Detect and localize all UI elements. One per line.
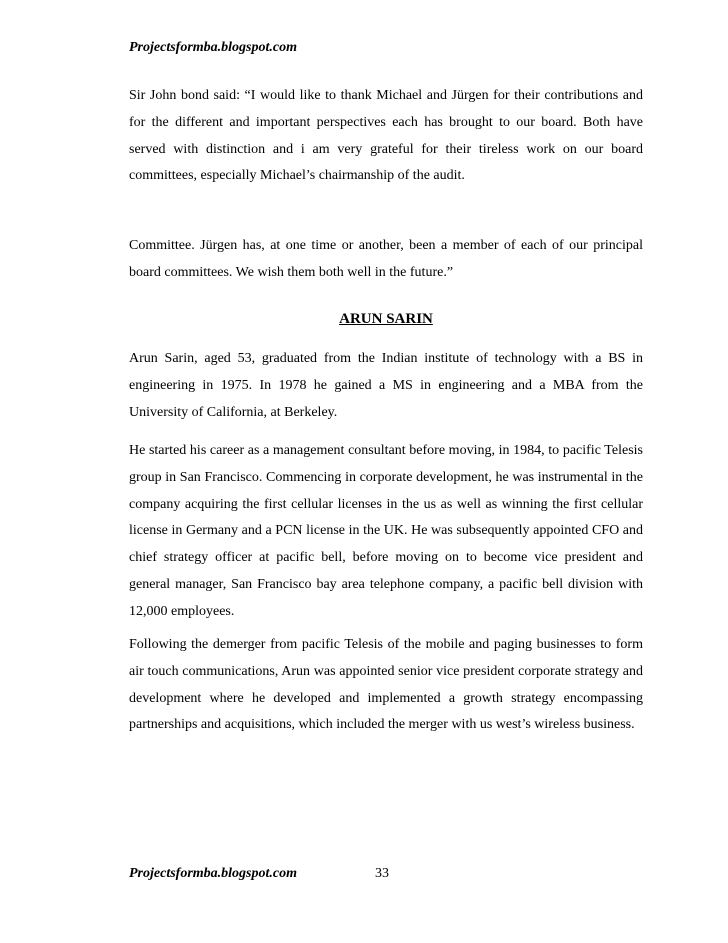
- bio-paragraph-3: Following the demerger from pacific Telesis of the mobile and paging businesses to form air touch communications, Arun was appointed senior vice president corporate strategy and development where he developed and implemented a growth strategy encompassing partnerships and acquisitions, which included the merger with us west’s wireless business.: [129, 637, 643, 733]
- bio-paragraph-1: Arun Sarin, aged 53, graduated from the Indian institute of technology with a BS in engineering in 1975. In 1978 he gained a MS in engineering and a MBA from the University of California, at Berkeley.: [129, 351, 643, 420]
- footer-site-name: Projectsformba.blogspot.com: [129, 866, 297, 881]
- quote-paragraph-2: Committee. Jürgen has, at one time or another, been a member of each of our principal board committees. We wish them both well in the future.”: [129, 238, 643, 280]
- section-title: ARUN SARIN: [339, 311, 433, 327]
- page-number: 33: [375, 866, 389, 881]
- bio-paragraph-2: He started his career as a management consultant before moving, in 1984, to pacific Telesis group in San Francisco. Commencing in corporate development, he was instrumental in the company acquiring the first cellular licenses in the us as well as winning the first cellular license in Germany and a PCN license in the UK. He was subsequently appointed CFO and chief strategy officer at pacific bell, before moving on to become vice president and general manager, San Francisco bay area telephone company, a pacific bell division with 12,000 employees.: [129, 443, 643, 619]
- header-site-name: Projectsformba.blogspot.com: [129, 40, 297, 55]
- quote-paragraph-1: Sir John bond said: “I would like to thank Michael and Jürgen for their contributions and for the different and important perspectives each has brought to our board. Both have served with distinction and i am very grateful for their tireless work on our board committees, especially Michael’s chairmanship of the audit.: [129, 88, 643, 184]
